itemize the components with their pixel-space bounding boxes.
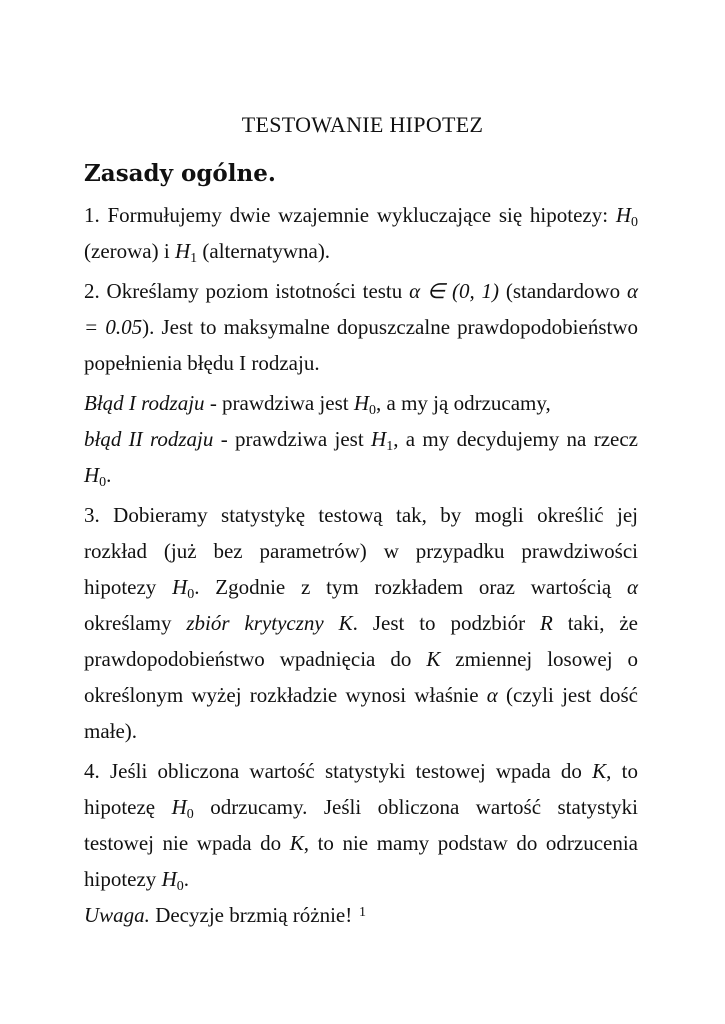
text-run: (alternatywna). <box>197 239 331 263</box>
math-h0: $H_0$ <box>161 867 184 894</box>
math-alpha: α <box>486 683 498 707</box>
document-body <box>84 197 638 937</box>
paragraph-critical-region <box>84 497 638 749</box>
text-run: - prawdziwa jest <box>204 391 354 415</box>
page-number: 1 <box>359 905 366 920</box>
text-run: . <box>106 463 112 487</box>
math-h0: $H_0$ <box>84 463 107 490</box>
math-alpha-value: α = 0.05 <box>84 279 638 339</box>
term-type-two-error: błąd II rodzaju <box>84 427 214 451</box>
text-run: . <box>183 867 189 891</box>
term-note: Uwaga. <box>84 903 150 927</box>
text-run: ). Jest to maksymalne dopuszczalne prawdopodobieństwo popełnienia błędu I rodzaju. <box>84 315 638 375</box>
math-k: K <box>592 759 607 783</box>
math-k: K <box>426 647 441 671</box>
math-h1: $H_1$ <box>174 239 198 266</box>
paragraph-significance-level <box>84 273 638 381</box>
text-run: 3. Dobieramy statystykę testową tak, by mogli określić jej rozkład (już bez parametrów) w przypadku prawdziwości hipotezy <box>84 503 638 599</box>
math-h0: $H_0$ <box>615 203 638 230</box>
math-h1: $H_1$ <box>371 427 394 454</box>
text-run: 2. Określamy poziom istotności testu <box>84 279 410 303</box>
text-run: - prawdziwa jest <box>213 427 372 451</box>
text-run: Decyzje brzmią różnie! <box>149 903 353 927</box>
text-run: , to hipotezę <box>84 759 638 819</box>
text-run: , a my decydujemy na rzecz <box>393 427 638 451</box>
text-run: zmiennej losowej o określonym wyżej rozkładzie wynosi właśnie <box>84 647 638 707</box>
text-run: (standardowo <box>499 279 627 303</box>
text-run: 4. Jeśli obliczona wartość statystyki testowej wpada do <box>84 759 593 783</box>
paragraph-decision-rule <box>84 753 638 897</box>
text-run: odrzucamy. Jeśli obliczona wartość statystyki testowej nie wpada do <box>84 795 638 855</box>
math-k: K <box>289 831 304 855</box>
text-run: . Zgodnie z tym rozkładem oraz wartością <box>194 575 627 599</box>
term-type-one-error: Błąd I rodzaju <box>84 391 205 415</box>
math-r: R <box>540 611 553 635</box>
math-k: K <box>338 611 353 635</box>
math-h0: $H_0$ <box>172 575 195 602</box>
text-run: (zerowa) i <box>84 239 175 263</box>
text-run: taki, że prawdopodobieństwo wpadnięcia do <box>84 611 639 671</box>
text-run: . Jest to podzbiór <box>352 611 540 635</box>
text-run: , to nie mamy podstaw do odrzucenia hipotezy <box>84 831 638 891</box>
paragraph-hypotheses <box>84 197 638 269</box>
math-h0: $H_0$ <box>171 795 194 822</box>
paragraph-error-types <box>84 385 638 493</box>
math-h0: $H_0$ <box>353 391 377 418</box>
text-run: 1. Formułujemy dwie wzajemnie wykluczające się hipotezy: <box>84 203 616 227</box>
text-run: określamy <box>84 611 187 635</box>
term-critical-region: zbiór krytyczny <box>186 611 324 635</box>
document-title: TESTOWANIE HIPOTEZ <box>241 112 484 137</box>
section-heading: Zasady ogólne. <box>84 160 276 187</box>
math-alpha-range: α ∈ (0, 1) <box>409 279 500 303</box>
text-run: (czyli jest dość małe). <box>84 683 638 743</box>
text-run: , a my ją odrzucamy, <box>376 391 551 415</box>
math-alpha: α <box>626 575 639 599</box>
